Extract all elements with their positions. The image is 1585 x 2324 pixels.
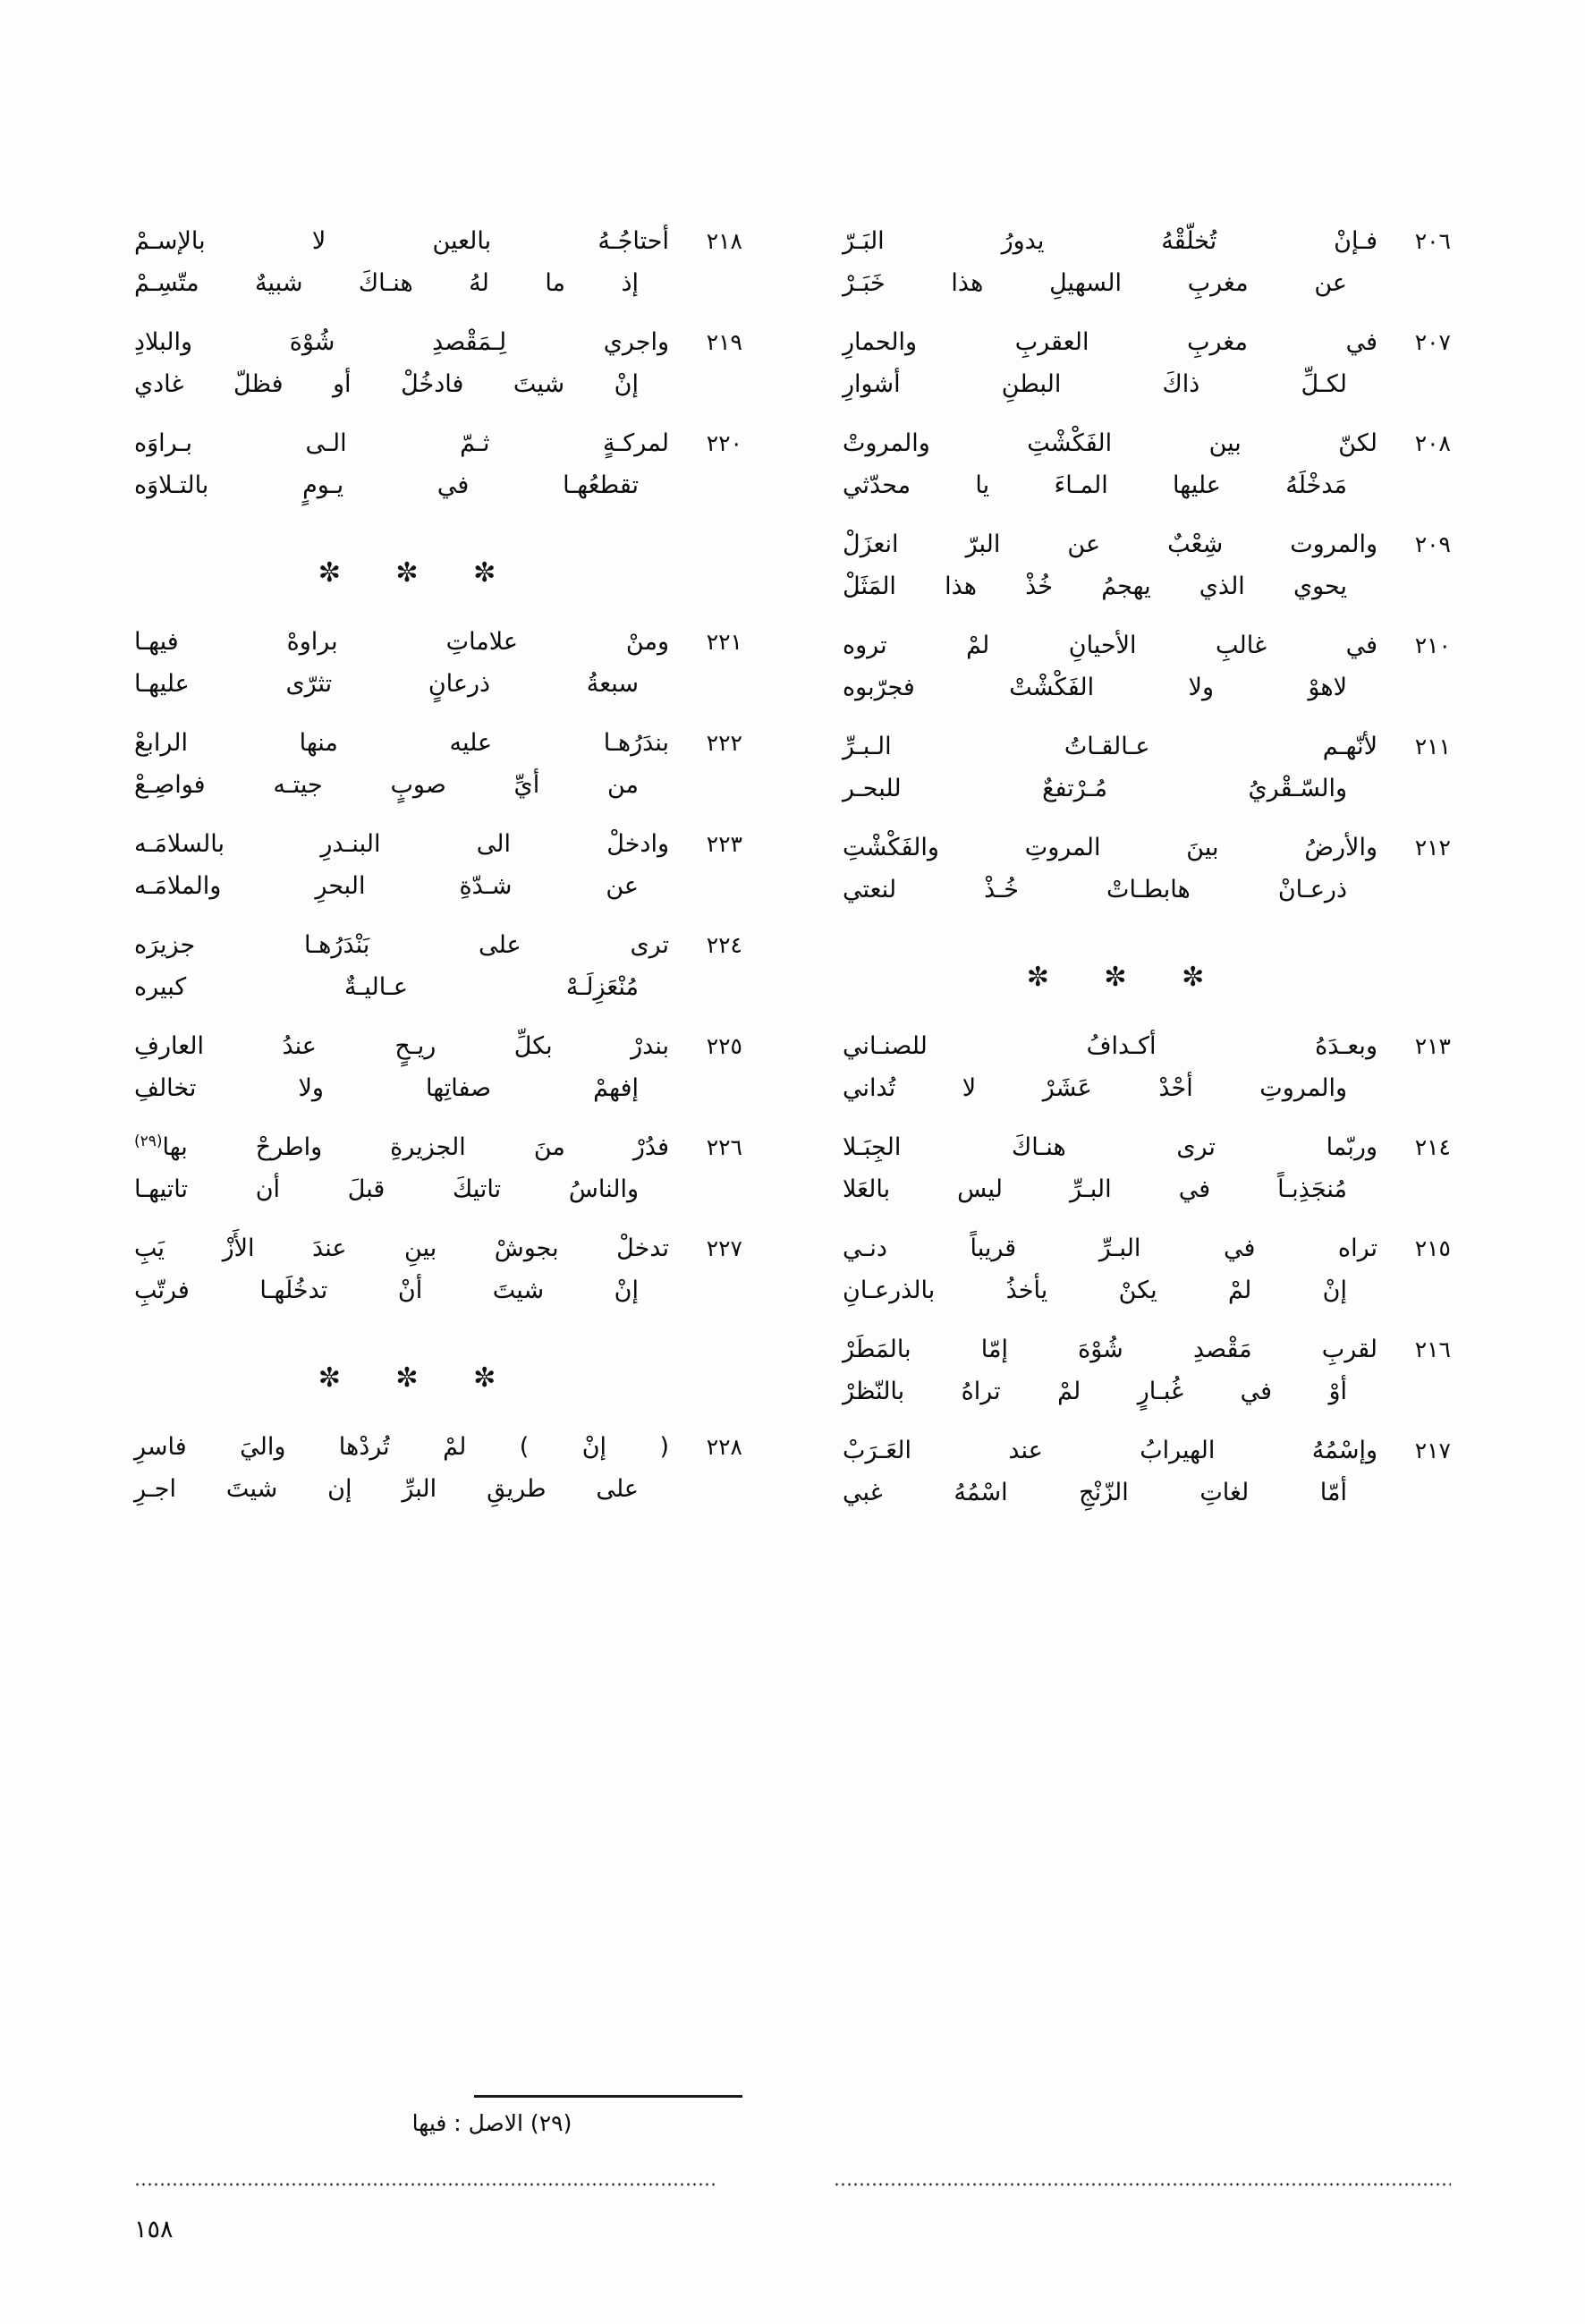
verse-number: ٢٢٤: [706, 932, 742, 958]
hemistich-first: في مغربِ العقربِ والحمارِ: [843, 328, 1377, 356]
verse-216: [843, 1332, 1451, 1410]
verse-line-first: [134, 928, 742, 964]
hemistich-first: تراه في البـرِّ قريباً دنـي: [843, 1234, 1377, 1262]
verse-line-first: [134, 1130, 742, 1166]
verse-number: ٢٢٦: [706, 1134, 742, 1160]
verse-line-first: [134, 624, 742, 661]
verse-number: ٢٢١: [706, 629, 742, 655]
verse-line-second: [843, 266, 1451, 302]
verse-number: ٢١٧: [1414, 1438, 1451, 1463]
section-divider-stars-2: ✼ ✼ ✼: [318, 1362, 520, 1394]
hemistich-first: بندَرُهـا عليه منها الرابعْ: [134, 729, 669, 757]
verse-213: [843, 1029, 1451, 1107]
hemistich-second: إنْ شيتَ فادخُلْ أو فظلّ غادي: [134, 369, 639, 398]
section-divider-stars: ✼ ✼ ✼: [318, 557, 520, 589]
verse-214: [843, 1130, 1451, 1208]
verse-218: [134, 224, 742, 301]
verse-line-first: [843, 1029, 1451, 1065]
hemistich-second: إفهمْ صفاتِها ولا تخالفِ: [134, 1073, 639, 1102]
verse-217: [843, 1433, 1451, 1511]
hemistich-second: لاهوْ ولا الفَكْشْتْ فجرّبوه: [843, 673, 1347, 701]
verse-number: ٢٢٢: [706, 730, 742, 756]
verse-number: ٢١٥: [1414, 1235, 1451, 1261]
verse-number: ٢٢٥: [706, 1033, 742, 1059]
hemistich-second: أمّا لغاتِ الزّنْجِ اسْمُهُ غبي: [843, 1478, 1347, 1506]
verse-212: [843, 830, 1451, 908]
verse-208: [843, 426, 1451, 504]
hemistich-second: أوْ في غُبـارٍ لمْ تراهُ بالنّظرْ: [843, 1377, 1347, 1405]
verse-line-second: [134, 869, 742, 905]
verse-line-second: [134, 1071, 742, 1107]
verse-line-first: [134, 1029, 742, 1065]
verse-line-first: [843, 1332, 1451, 1369]
hemistich-first: ( إنْ ) لمْ تُردْها واليَ فاسرِ: [134, 1433, 669, 1461]
verse-line-second: [843, 1172, 1451, 1209]
hemistich-second: من أيِّ صوبٍ جيتـه فواصِـعْ: [134, 770, 639, 799]
hemistich-second: يحوي الذي يهجمُ خُذْ هذا المَثَلْ: [843, 572, 1347, 600]
hemistich-second: مُنجَذِبـاً في البـرِّ ليس بالعَلا: [843, 1175, 1347, 1203]
dotted-rule-right: [834, 2181, 1451, 2188]
verse-number: ٢١٨: [706, 228, 742, 254]
verse-number: ٢١١: [1414, 734, 1451, 759]
verse-number: ٢٠٦: [1414, 228, 1451, 254]
verse-line-first: [134, 1231, 742, 1268]
hemistich-first: تدخلْ بجوشْ بينِ عندَ الأَزْ يَبِ: [134, 1234, 669, 1262]
verse-line-second: [134, 768, 742, 804]
verse-number: ٢١٢: [1414, 835, 1451, 861]
column-left: [134, 224, 742, 2136]
verse-223: [134, 827, 742, 904]
hemistich-second: والمروتِ أحْدْ عَشَرْ لا تُداني: [843, 1073, 1347, 1102]
verse-line-first: [134, 426, 742, 462]
verse-line-first: [843, 1231, 1451, 1268]
verse-line-second: [843, 1071, 1451, 1107]
hemistich-first: ومنْ علاماتِ براوهْ فيهـا: [134, 628, 669, 656]
verse-line-second: [843, 367, 1451, 403]
verse-line-second: [134, 1273, 742, 1310]
footnote-marker: (٢٩): [134, 1132, 163, 1150]
verse-line-first: [134, 725, 742, 762]
verse-line-second: [843, 872, 1451, 909]
verse-220: [134, 426, 742, 504]
hemistich-second: سبعةُ ذرعانٍ تثرّى عليهـا: [134, 669, 639, 698]
verse-line-second: [134, 666, 742, 703]
verse-228: [134, 1429, 742, 1507]
hemistich-second: مَدخْلَهُ عليها المـاءَ يا محدّثي: [843, 471, 1347, 499]
hemistich-second: إنْ لمْ يكنْ يأخذُ بالذرعـانِ: [843, 1276, 1347, 1304]
verse-number: ٢١٣: [1414, 1033, 1451, 1059]
verse-225: [134, 1029, 742, 1107]
hemistich-first: لكنّ بين الفَكْشْتِ والمروتْ: [843, 429, 1377, 457]
verse-number: ٢٠٩: [1414, 531, 1451, 557]
verse-number: ٢٢٣: [706, 831, 742, 857]
hemistich-first: وادخلْ الى البنـدرِ بالسلامَـه: [134, 830, 669, 858]
hemistich-first: لمركـةٍ ثـمّ الـى بـراوَه: [134, 429, 669, 457]
verse-line-first: [134, 325, 742, 361]
verse-line-first: [843, 325, 1451, 361]
hemistich-second: والسّـقْريُ مُـرْتفعٌ للبحـر: [843, 774, 1347, 802]
hemistich-text: فدُرْ منَ الجزيرةِ واطرحْ بها: [162, 1133, 669, 1161]
verse-227: [134, 1231, 742, 1309]
hemistich-first: والمروت شِعْبٌ عن البرّ انعزَلْ: [843, 530, 1377, 558]
verse-207: [843, 325, 1451, 403]
page-content: [134, 224, 1451, 2136]
verse-line-second: [134, 468, 742, 505]
verse-line-second: [134, 266, 742, 302]
verse-number: ٢٢٨: [706, 1434, 742, 1460]
hemistich-first: أحتاجُـهُ بالعين لا بالإسـمْ: [134, 227, 669, 255]
page-number: ١٥٨: [134, 2216, 174, 2243]
hemistich-first: والأرضُ بينَ المروتِ والفَكْشْتِ: [843, 834, 1377, 861]
verse-209: [843, 527, 1451, 605]
hemistich-first: لقربِ مَقْصدِ شُوْهَ إمّا بالمَطَرْ: [843, 1336, 1377, 1363]
hemistich-second: ذرعـانْ هابطـاتْ خُـذْ لنعتي: [843, 875, 1347, 903]
verse-224: [134, 928, 742, 1005]
hemistich-second: لكـلِّ ذاكَ البطنِ أشوارِ: [843, 369, 1347, 398]
footnote-separator-rule: [474, 2095, 742, 2098]
verse-line-second: [843, 1475, 1451, 1512]
hemistich-first: وإسْمُهُ الهيرابُ عند العَـرَبْ: [843, 1437, 1377, 1464]
hemistich-first: [134, 1130, 669, 1166]
hemistich-first: بندرْ بكلِّ ريـحٍ عندُ العارفِ: [134, 1032, 669, 1060]
hemistich-second: والناسُ تاتيكَ قبلَ أن تاتيهـا: [134, 1175, 639, 1203]
verse-line-second: [843, 468, 1451, 505]
verse-line-first: [843, 1130, 1451, 1166]
verse-number: ٢٠٨: [1414, 430, 1451, 456]
verse-line-first: [843, 729, 1451, 766]
hemistich-first: ترى على بَنْدَرُهـا جزيرَه: [134, 931, 669, 959]
verse-206: [843, 224, 1451, 301]
verse-line-first: [843, 527, 1451, 564]
hemistich-first: فـإنْ تُخلّقْهُ يدورُ البَـرّ: [843, 227, 1377, 255]
verse-line-first: [843, 628, 1451, 665]
verse-219: [134, 325, 742, 403]
verse-number: ٢١٩: [706, 329, 742, 355]
verse-line-first: [134, 1429, 742, 1466]
hemistich-second: عن شـدّةِ البحرِ والملامَـه: [134, 871, 639, 900]
hemistich-second: إذ ما لهُ هنـاكَ شبيهٌ متّسِـمْ: [134, 268, 639, 297]
verse-line-second: [134, 1172, 742, 1209]
verse-number: ٢١٤: [1414, 1134, 1451, 1160]
verse-line-first: [134, 224, 742, 260]
verse-line-first: [843, 830, 1451, 867]
hemistich-second: على طريقِ البرِّ إن شيتَ اجـرِ: [134, 1474, 639, 1503]
hemistich-first: وربّما ترى هنـاكَ الجِبَـلا: [843, 1133, 1377, 1161]
column-right: [843, 224, 1451, 2136]
hemistich-second: تقطعُهـا في يـومٍ بالتـلاوَه: [134, 471, 639, 499]
hemistich-first: واجري لِـمَقْصدِ شُوْهَ والبلادِ: [134, 328, 669, 356]
verse-number: ٢١٦: [1414, 1336, 1451, 1362]
verse-line-first: [843, 224, 1451, 260]
hemistich-first: في غالبِ الأحيانِ لمْ تروه: [843, 632, 1377, 659]
hemistich-second: عن مغربِ السهيلِ هذا خَبَـرْ: [843, 268, 1347, 297]
dotted-rule-left: [134, 2181, 716, 2188]
verse-210: [843, 628, 1451, 706]
verse-226: [134, 1130, 742, 1208]
verse-line-second: [843, 1374, 1451, 1411]
section-divider-stars: ✼ ✼ ✼: [1026, 962, 1228, 993]
verse-215: [843, 1231, 1451, 1309]
verse-221: [134, 624, 742, 702]
verse-line-first: [134, 827, 742, 863]
verse-222: [134, 725, 742, 803]
verse-line-second: [843, 569, 1451, 606]
footnote-block: [134, 2081, 742, 2136]
verse-number: ٢٢٠: [706, 430, 742, 456]
verse-line-second: [843, 771, 1451, 808]
verse-line-first: [843, 426, 1451, 462]
hemistich-second: إنْ شيتَ أنْ تدخُلَهـا فرتّبِ: [134, 1276, 639, 1304]
verse-211: [843, 729, 1451, 807]
verse-number: ٢٢٧: [706, 1235, 742, 1261]
verse-line-second: [134, 367, 742, 403]
footer-dotted-band: [134, 2181, 1451, 2190]
verse-number: ٢٠٧: [1414, 329, 1451, 355]
hemistich-second: مُنْعَزِلَـهْ عـاليـةٌ كبيره: [134, 972, 639, 1001]
verse-line-second: [843, 670, 1451, 707]
verse-line-second: [134, 1472, 742, 1508]
verse-number: ٢١٠: [1414, 632, 1451, 658]
footnote-text: (٢٩) الاصل : فيها: [411, 2110, 572, 2136]
hemistich-first: لأنّهـم عـالقـاتُ الـبـرِّ: [843, 733, 1377, 760]
verse-line-second: [134, 970, 742, 1006]
verse-line-first: [843, 1433, 1451, 1470]
hemistich-first: وبعـدَهُ أكـدافُ للصنـاني: [843, 1032, 1377, 1060]
verse-line-second: [843, 1273, 1451, 1310]
